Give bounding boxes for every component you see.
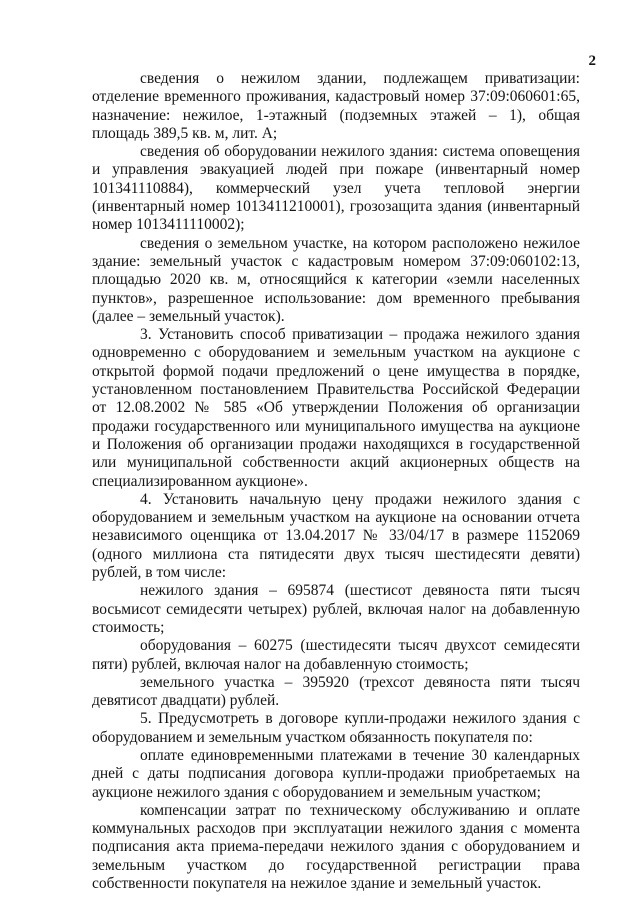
paragraph-payment-obligation: оплате единовременными платежами в течение 30 календарных дней с даты подписания договора купли-продажи приобретаемых на аукционе нежилого здания с оборудованием и земельным участком; xyxy=(92,746,580,801)
document-body xyxy=(92,70,580,893)
paragraph-price-building: нежилого здания – 695874 (шестисот девяноста пяти тысяч восьмисот семидесяти четырех) рублей, включая налог на добавленную стоимость; xyxy=(92,582,580,636)
paragraph-item-4-starting-price: 4. Установить начальную цену продажи нежилого здания с оборудованием и земельным участком на аукционе на основании отчета независимого оценщика от 13.04.2017 № 33/04/17 в размере 1152069 (одного миллиона ста пятидесяти двух тысяч шестидесяти девяти) рублей, в том числе: xyxy=(92,490,580,582)
paragraph-compensation-obligation: компенсации затрат по техническому обслуживанию и оплате коммунальных расходов при эксплуатации нежилого здания с момента подписания акта приема-передачи нежилого здания с оборудованием и земельным участком до государственной регистрации права собственности покупателя на нежилое здание и земельный участок. xyxy=(92,801,580,893)
paragraph-land-info: сведения о земельном участке, на котором расположено нежилое здание: земельный участок с кадастровым номером 37:09:060102:13, площадью 2020 кв. м, относящийся к категории «земли населенных пунктов», разрешенное использование: дом временного пребывания (далее – земельный участок). xyxy=(92,234,580,325)
paragraph-building-info: сведения о нежилом здании, подлежащем приватизации: отделение временного проживания, кадастровый номер 37:09:060601:65, назначение: нежилое, 1-этажный (подземных этажей – 1), общая площадь 389,5 кв. м, лит. А; xyxy=(92,70,580,142)
paragraph-price-equipment: оборудования – 60275 (шестидесяти тысяч двухсот семидесяти пяти) рублей, включая налог на добавленную стоимость; xyxy=(92,637,580,673)
paragraph-item-3-privatization-method: 3. Установить способ приватизации – продажа нежилого здания одновременно с оборудованием и земельным участком на аукционе с открытой формой подачи предложений о цене имущества в порядке, установленном постановлением Правительства Российской Федерации от 12.08.2002 № 585 «Об утверждении Положения об организации продажи государственного или муниципального имущества на аукционе и Положения об организации продажи находящихся в государственной или муниципальной собственности акций акционерных обществ на специализированном аукционе». xyxy=(92,326,580,490)
paragraph-equipment-info: сведения об оборудовании нежилого здания: система оповещения и управления эвакуацией людей при пожаре (инвентарный номер 101341110884), коммерческий узел учета тепловой энергии (инвентарный номер 1013411210001), грозозащита здания (инвентарный номер 1013411110002); xyxy=(92,143,580,234)
paragraph-price-land: земельного участка – 395920 (трехсот девяноста пяти тысяч девятисот двадцати) рублей. xyxy=(92,673,580,710)
paragraph-item-5-contract-terms: 5. Предусмотреть в договоре купли-продажи нежилого здания с оборудованием и земельным участком обязанность покупателя по: xyxy=(92,710,580,746)
page-number: 2 xyxy=(588,53,596,69)
